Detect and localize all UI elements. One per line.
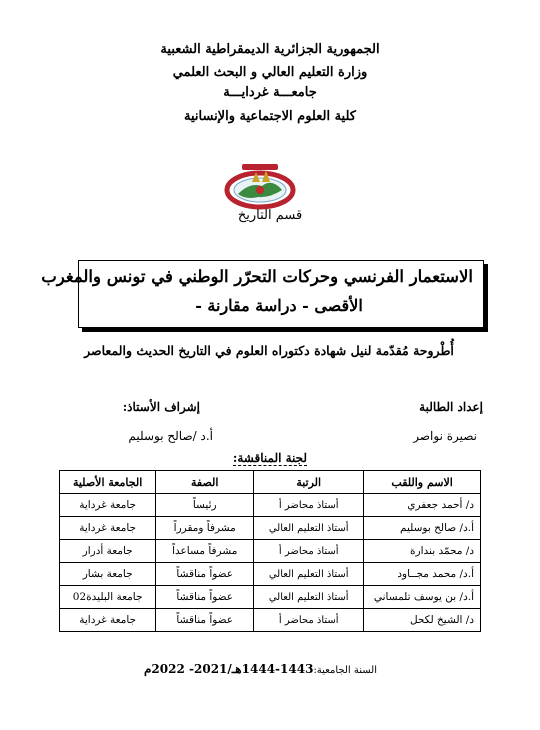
university-name: جامعـــة غردايـــة: [223, 85, 317, 100]
member-university: جامعة غرداية: [60, 609, 156, 632]
member-role: عضواً مناقشاً: [156, 563, 254, 586]
member-university: جامعة بشار: [60, 563, 156, 586]
member-name: د/ أحمد جعفري: [364, 494, 481, 517]
committee-title: [0, 451, 540, 465]
republic-name: الجمهورية الجزائرية الديمقراطية الشعبية: [160, 42, 380, 57]
member-university: جامعة غرداية: [60, 517, 156, 540]
header-role: الصفة: [156, 471, 254, 494]
member-rank: أستاذ التعليم العالي: [254, 563, 364, 586]
member-rank: أستاذ محاضر أ: [254, 494, 364, 517]
member-university: جامعة غرداية: [60, 494, 156, 517]
title-box: [41, 260, 484, 328]
member-name: أ.د/ صالح بوسليم: [364, 517, 481, 540]
member-role: عضواً مناقشاً: [156, 586, 254, 609]
header-name: الاسم واللقب: [364, 471, 481, 494]
table-row: [60, 563, 481, 586]
table-header-row: [60, 471, 481, 494]
table-row: [60, 609, 481, 632]
member-university: جامعة أدرار: [60, 540, 156, 563]
member-name: د/ الشيخ لكحل: [364, 609, 481, 632]
member-name: أ.د/ بن يوسف تلمساني: [364, 586, 481, 609]
thesis-description: أُطْروحة مُقدّمة لنيل شهادة دكتوراه العلوم في التاريخ الحديث والمعاصر: [84, 343, 454, 358]
thesis-title-line-2: الأقصى - دراسة مقارنة -: [195, 296, 363, 315]
academic-year-value: 1443-1444هـ/2021- 2022م: [143, 662, 314, 676]
academic-year-label: السنة الجامعية:: [313, 665, 377, 676]
member-university: جامعة البليدة02: [60, 586, 156, 609]
committee-table: [59, 470, 481, 632]
faculty-name: كلية العلوم الاجتماعية والإنسانية: [184, 109, 356, 124]
member-role: عضواً مناقشاً: [156, 609, 254, 632]
supervisor-label: إشراف الأستاذ:: [122, 400, 200, 414]
header-rank: الرتبة: [254, 471, 364, 494]
header-university: الجامعة الأصلية: [60, 471, 156, 494]
member-rank: أستاذ التعليم العالي: [254, 586, 364, 609]
thesis-title-line-1: الاستعمار الفرنسي وحركات التحرّر الوطني في تونس والمغرب: [41, 267, 473, 286]
prepared-by-label: إعداد الطالبة: [419, 400, 483, 414]
member-rank: أستاذ محاضر أ: [254, 609, 364, 632]
student-name: نصيرة نواصر: [413, 429, 477, 443]
member-name: د/ محمّد بندارة: [364, 540, 481, 563]
university-logo: [222, 160, 298, 210]
supervisor-name: أ.د /صالح بوسليم: [128, 429, 213, 443]
committee-title-text: لجنة المناقشة:: [232, 451, 308, 465]
table-row: [60, 540, 481, 563]
member-role: مشرفاً مساعداً: [156, 540, 254, 563]
member-name: أ.د/ محمد مجــاود: [364, 563, 481, 586]
ministry-name: وزارة التعليم العالي و البحث العلمي: [172, 65, 368, 80]
member-rank: أستاذ محاضر أ: [254, 540, 364, 563]
member-role: مشرفاً ومقرراً: [156, 517, 254, 540]
member-rank: أستاذ التعليم العالي: [254, 517, 364, 540]
member-role: رئيساً: [156, 494, 254, 517]
table-row: [60, 586, 481, 609]
table-row: [60, 517, 481, 540]
department-name: قسم التاريخ: [237, 208, 303, 223]
table-row: [60, 494, 481, 517]
academic-year: [144, 662, 377, 676]
